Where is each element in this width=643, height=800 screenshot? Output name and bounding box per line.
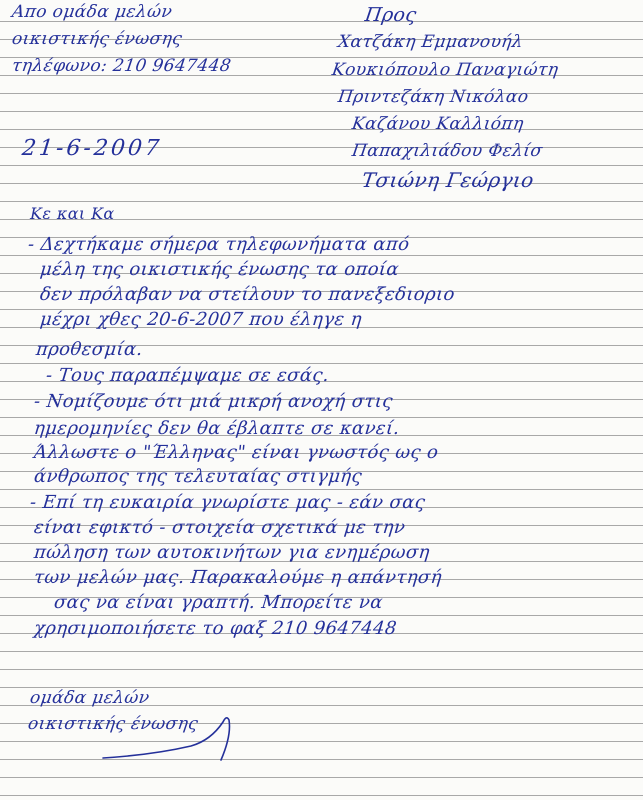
sender-line: Απο ομάδα μελών <box>10 2 174 22</box>
sender-phone: τηλέφωνο: 210 9647448 <box>10 56 233 76</box>
recipient-name: Πριντεζάκη Νικόλαο <box>336 87 530 107</box>
recipient-name: Παπαχιλιάδου Φελίσ <box>350 141 544 161</box>
body-line: πώληση των αυτοκινήτων για ενημέρωση <box>32 542 431 563</box>
body-line: μέχρι χθες 20-6-2007 που έληγε η <box>38 309 363 330</box>
body-line: είναι εφικτό - στοιχεία σχετικά με την <box>32 517 407 538</box>
body-line: σας να είναι γραπτή. Μπορείτε να <box>52 592 384 613</box>
recipient-name: Τσιώνη Γεώργιο <box>360 168 536 192</box>
body-line: προθεσμία. <box>34 339 144 360</box>
body-line: δεν πρόλαβαν να στείλουν το πανεξεδιοριο <box>38 284 456 305</box>
body-line: μέλη της οικιστικής ένωσης τα οποία <box>38 259 401 280</box>
signature-flourish <box>95 712 265 772</box>
body-line: ημερομηνίες δεν θα έβλαπτε σε κανεί. <box>32 418 401 439</box>
body-line: - Τους παραπέμψαμε σε εσάς. <box>44 365 331 386</box>
body-line: των μελών μας. Παρακαλούμε η απάντησή <box>32 567 443 588</box>
letter-date: 21-6-2007 <box>20 136 164 161</box>
recipient-name: Καζάνου Καλλιόπη <box>350 114 526 134</box>
recipient-heading: Προς <box>363 4 419 26</box>
sender-line: οικιστικής ένωσης <box>10 29 184 49</box>
body-line: άνθρωπος της τελευταίας στιγμής <box>32 466 364 487</box>
body-line: - Επί τη ευκαιρία γνωρίστε μας - εάν σας <box>28 492 427 513</box>
body-line: χρησιμοποιήσετε το φαξ 210 9647448 <box>32 618 398 639</box>
signature-line: ομάδα μελών <box>28 688 151 708</box>
recipient-name: Χατζάκη Εμμανουήλ <box>336 32 525 52</box>
recipient-name: Κουκιόπουλο Παναγιώτη <box>330 60 560 80</box>
signature-line: οικιστικής ένωσης <box>26 714 200 734</box>
body-line: - Νομίζουμε ότι μιά μικρή ανοχή στις <box>32 391 394 412</box>
greeting: Κε και Κα <box>30 204 115 223</box>
body-line: - Δεχτήκαμε σήμερα τηλεφωνήματα από <box>26 234 411 255</box>
body-line: Άλλωστε ο "Έλληνας" είναι γνωστός ως ο <box>32 442 440 463</box>
